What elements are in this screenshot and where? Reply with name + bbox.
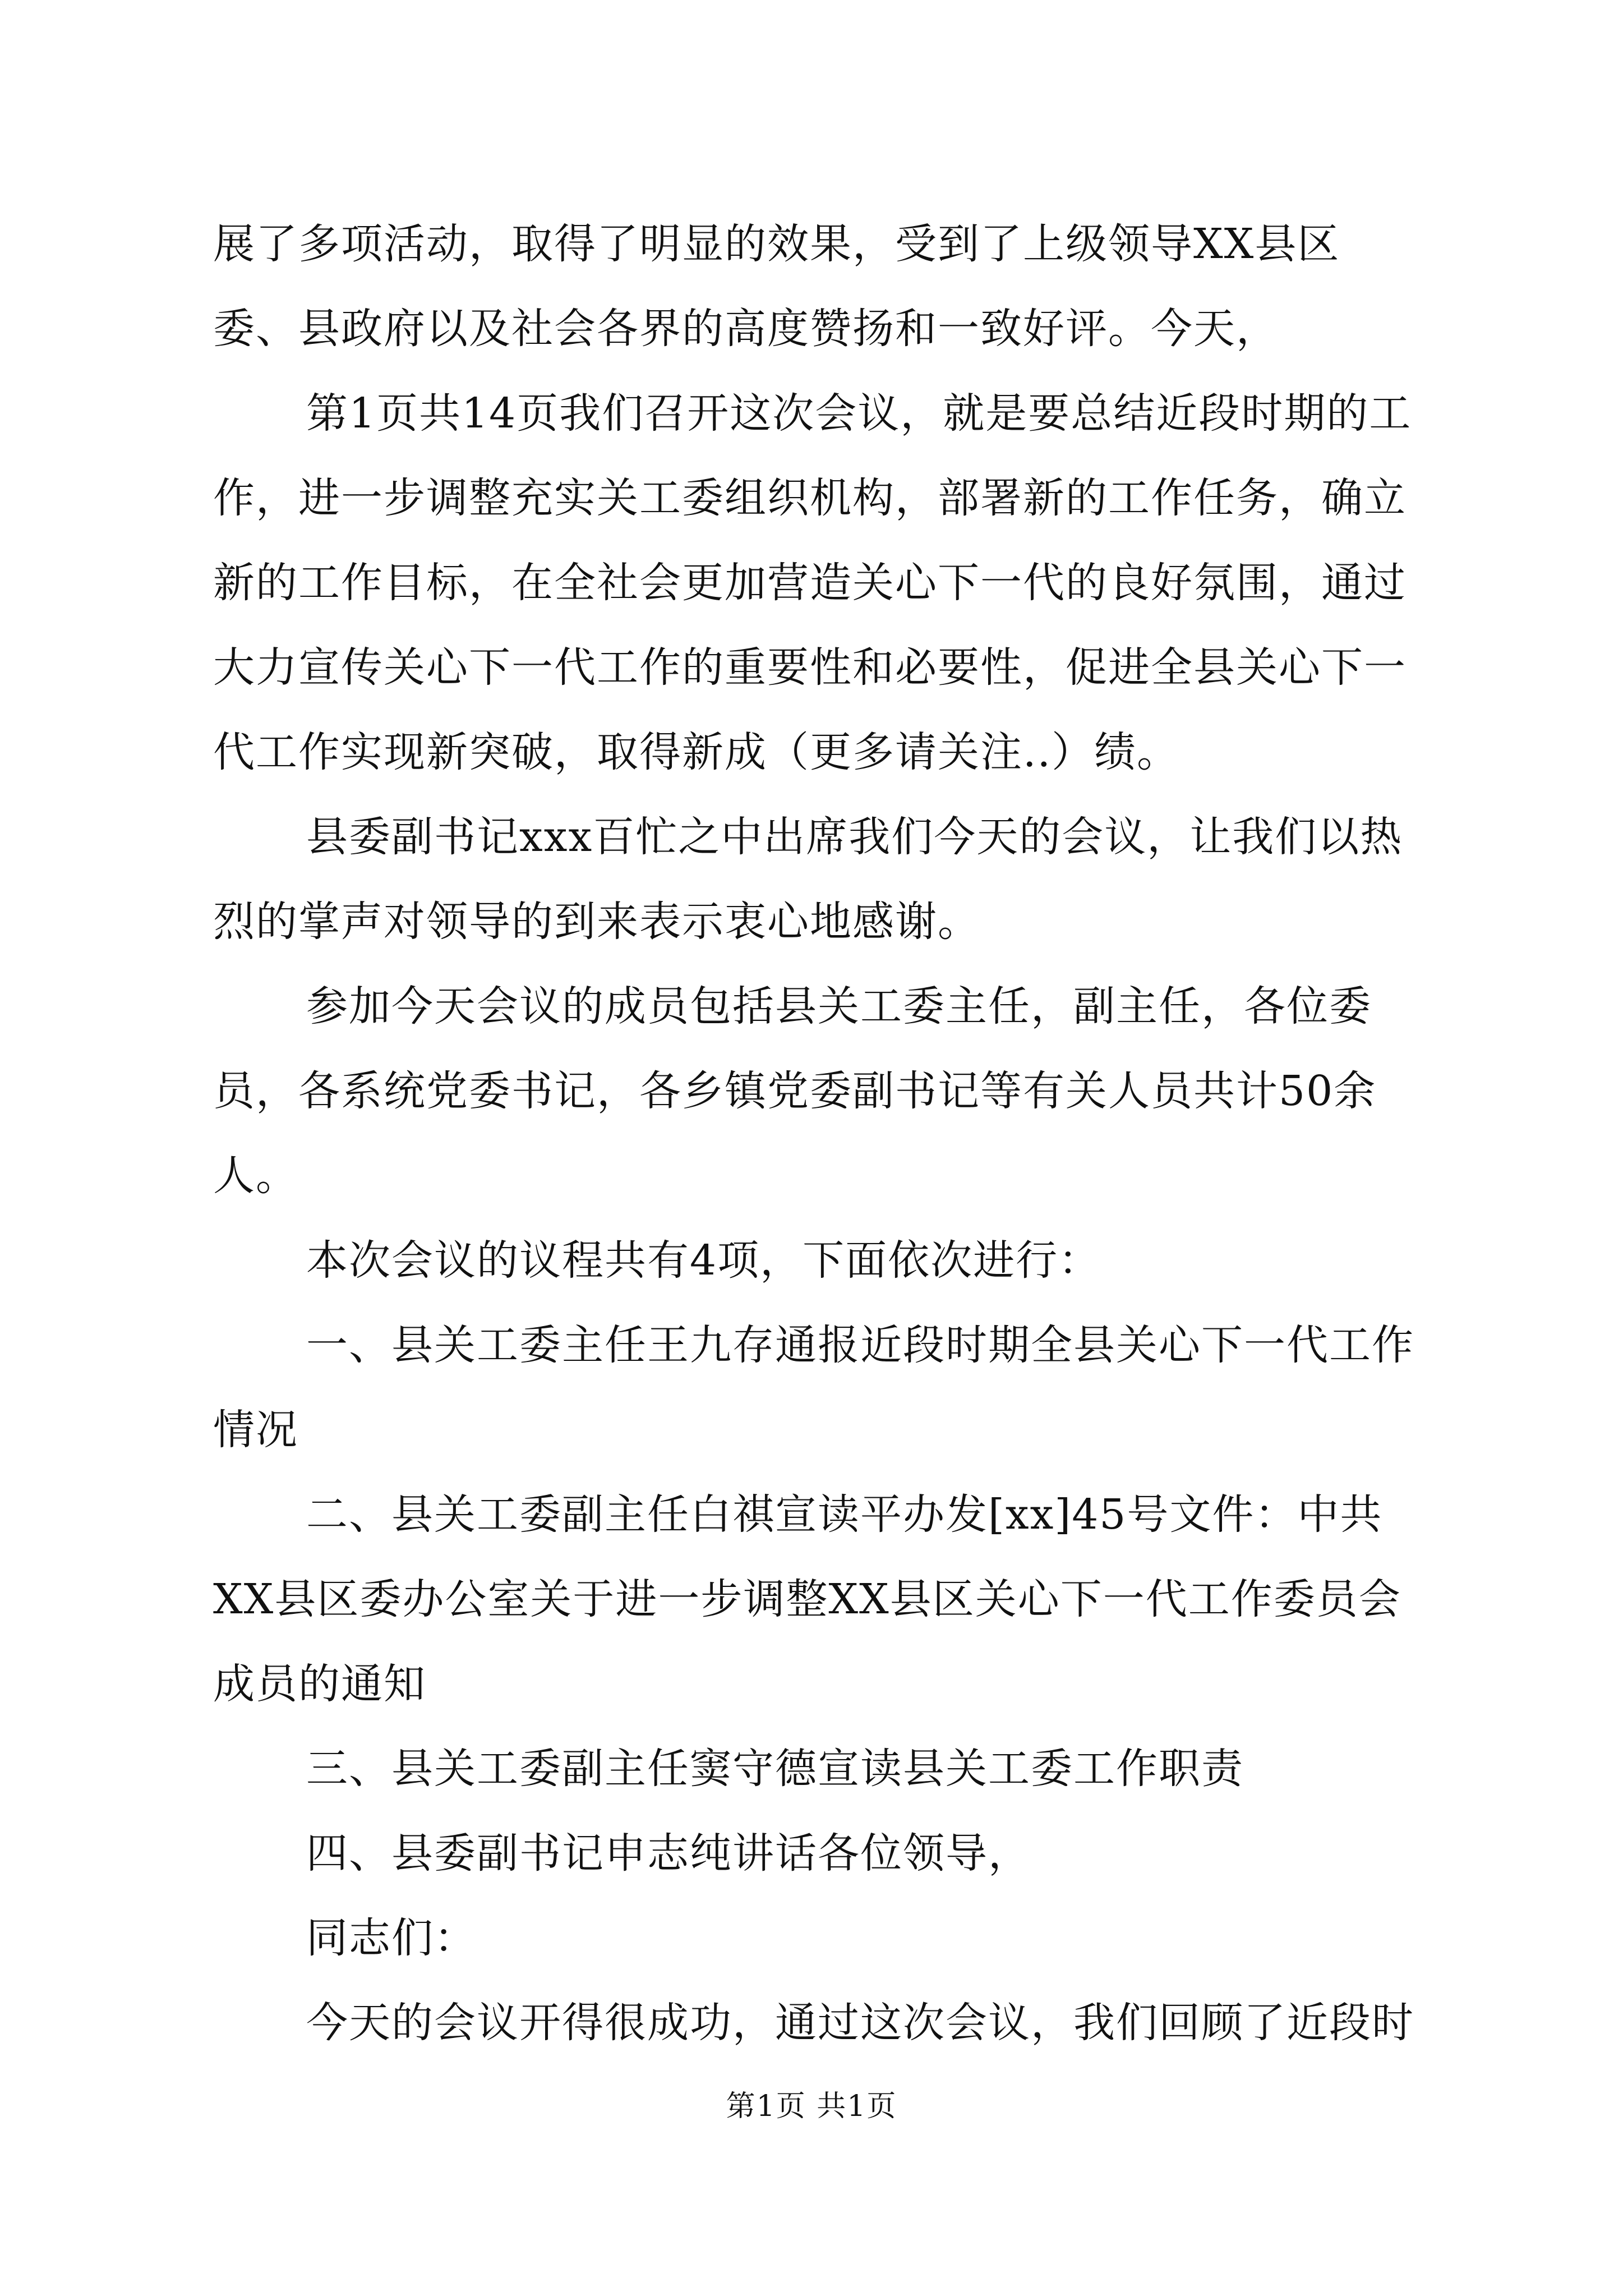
paragraph-1: 展了多项活动，取得了明显的效果，受到了上级领导XX县区委、县政府以及社会各界的高度赞扬和一致好评。今天，	[213, 220, 1340, 353]
paragraph-9: 四、县委副书记申志纯讲话各位领导，	[306, 1829, 1031, 1878]
paragraph-3: 县委副书记xxx百忙之中出席我们今天的会议，让我们以热烈的掌声对领导的到来表示衷心地感谢。	[213, 813, 1403, 946]
paragraph-6: 一、县关工委主任王九存通报近段时期全县关心下一代工作情况	[213, 1321, 1414, 1454]
paragraph-2: 第1页共14页我们召开这次会议，就是要总结近段时期的工作，进一步调整充实关工委组织机构，部署新的工作任务，确立新的工作目标，在全社会更加营造关心下一代的良好氛围，通过大力宣传关心下一代工作的重要性和必要性，促进全县关心下一代工作实现新突破，取得新成（更多请关注..）绩。	[213, 389, 1412, 776]
paragraph-10: 同志们：	[306, 1914, 477, 1962]
paragraph-5: 本次会议的议程共有4项，下面依次进行：	[306, 1236, 1101, 1285]
document-body	[213, 202, 1419, 2065]
paragraph-4: 参加今天会议的成员包括县关工委主任，副主任，各位委员，各系统党委书记，各乡镇党委副书记等有关人员共计50余人。	[213, 982, 1377, 1200]
paragraph-8: 三、县关工委副主任窦守德宣读县关工委工作职责	[306, 1745, 1244, 1793]
paragraph-11: 今天的会议开得很成功，通过这次会议，我们回顾了近段时	[306, 1999, 1414, 2047]
paragraph-7: 二、县关工委副主任白祺宣读平办发[xx]45号文件：中共XX县区委办公室关于进一步调整XX县区关心下一代工作委员会成员的通知	[213, 1490, 1401, 1708]
page-footer: 第1页 共1页	[726, 2090, 897, 2123]
